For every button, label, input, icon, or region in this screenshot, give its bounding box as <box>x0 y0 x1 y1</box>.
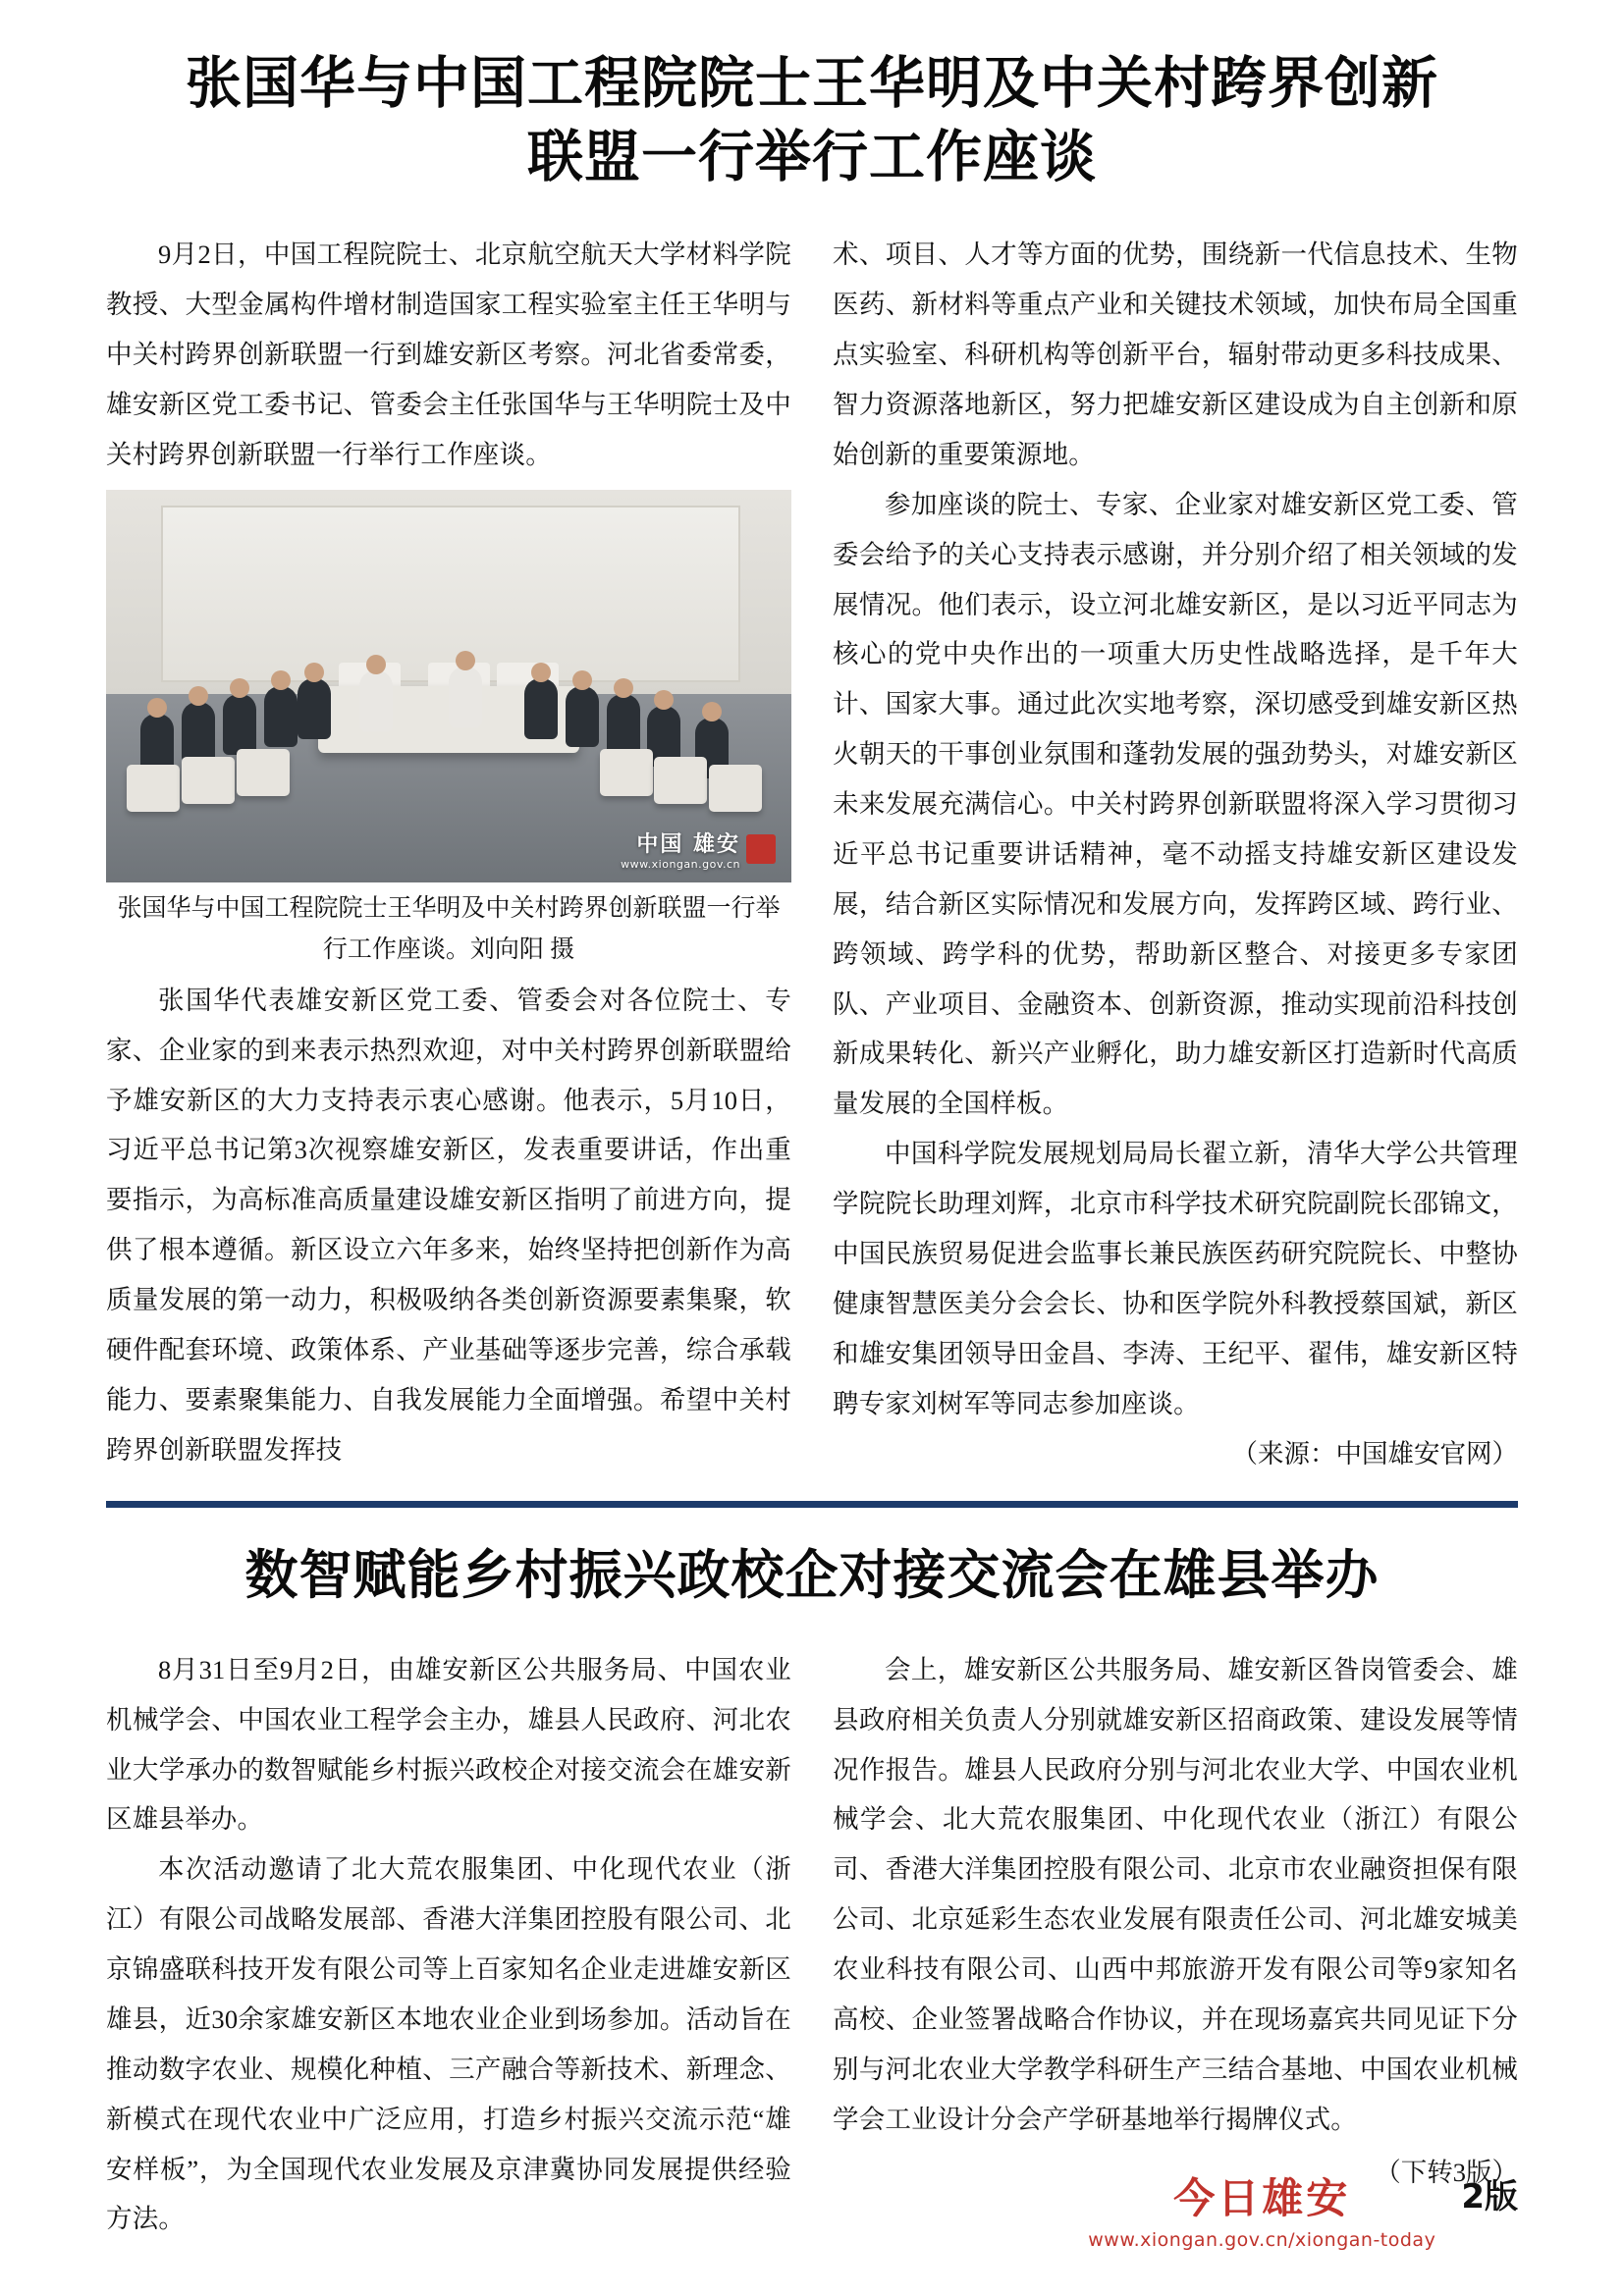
article-two-headline: 数智赋能乡村振兴政校企对接交流会在雄县举办 <box>244 1543 1380 1606</box>
photo-chair <box>237 749 290 796</box>
watermark-logo-icon <box>746 834 776 864</box>
section-divider <box>106 1501 1518 1508</box>
article-one-source: （来源：中国雄安官网） <box>1231 1439 1518 1469</box>
page-number: 2版 <box>1461 2177 1518 2216</box>
paragraph: 参加座谈的院士、专家、企业家对雄安新区党工委、管委会给予的关心支持表示感谢，并分别介绍了相关领域的发展情况。他们表示，设立河北雄安新区，是以习近平同志为核心的党中央作出的一项重大历史性战略选择，是千年大计、国家大事。通过此次实地考察，深切感受到雄安新区热火朝天的干事创业氛围和蓬勃发展的强劲势头，对雄安新区未来发展充满信心。中关村跨界创新联盟将深入学习贯彻习近平总书记重要讲话精神，毫不动摇支持雄安新区建设发展，结合新区实际情况和发展方向，发挥跨区域、跨行业、跨领域、跨学科的优势，帮助新区整合、对接更多专家团队、产业项目、金融资本、创新资源，推动实现前沿科技创新成果转化、新兴产业孵化，助力雄安新区打造新时代高质量发展的全国样板。 <box>833 489 1518 1119</box>
article-one-headline: 张国华与中国工程院院士王华明及中关村跨界创新联盟一行举行工作座谈 <box>186 51 1438 190</box>
paragraph: 张国华代表雄安新区党工委、管委会对各位院士、专家、企业家的到来表示热烈欢迎，对中关村跨界创新联盟给予雄安新区的大力支持表示衷心感谢。他表示，5月10日，习近平总书记第3次视察雄安新区，发表重要讲话，作出重要指示，为高标准高质量建设雄安新区指明了前进方向，提供了根本遵循。新区设立六年多来，始终坚持把创新作为高质量发展的第一动力，积极吸纳各类创新资源要素集聚，软硬件配套环境、政策体系、产业基础等逐步完善，综合承载能力、要素聚集能力、自我发展能力全面增强。希望中关村跨界创新联盟发挥技 <box>106 985 791 1465</box>
article-two-right-column <box>833 1645 1518 2245</box>
photo-person <box>607 694 640 755</box>
article-one-right-column <box>833 230 1518 1474</box>
paragraph: 本次活动邀请了北大荒农服集团、中化现代农业（浙江）有限公司战略发展部、香港大洋集团控股有限公司、北京锦盛联科技开发有限公司等上百家知名企业走进雄安新区雄县，近30余家雄安新区本地农业企业到场参加。活动旨在推动数字农业、规模化种植、三产融合等新技术、新理念、新模式在现代农业中广泛应用，打造乡村振兴交流示范“雄安样板”，为全国现代农业发展及京津冀协同发展提供经验方法。 <box>106 1854 791 2234</box>
article-two-columns <box>106 1645 1518 2245</box>
photo-person <box>298 678 331 739</box>
photo-caption: 张国华与中国工程院院士王华明及中关村跨界创新联盟一行举行工作座谈。刘向阳 摄 <box>117 894 781 964</box>
photo-person <box>566 686 599 747</box>
photo-person <box>449 667 482 727</box>
photo-chair <box>127 765 180 812</box>
photo-person <box>359 670 393 731</box>
watermark-url: www.xiongan.gov.cn <box>621 857 740 871</box>
article-one <box>106 0 1518 1508</box>
photo-person <box>264 686 298 747</box>
paragraph: 中国科学院发展规划局局长翟立新，清华大学公共管理学院院长助理刘辉，北京市科学技术研究院副院长邵锦文，中国民族贸易促进会监事长兼民族医药研究院院长、中整协健康智慧医美分会会长、协和医学院外科教授蔡国斌，新区和雄安集团领导田金昌、李涛、王纪平、翟伟，雄安新区特聘专家刘树军等同志参加座谈。 <box>833 1139 1518 1418</box>
watermark-title: 中国 雄安 <box>636 831 740 857</box>
meeting-photo <box>106 490 791 882</box>
page-footer <box>106 2169 1518 2251</box>
paragraph: 术、项目、人才等方面的优势，围绕新一代信息技术、生物医药、新材料等重点产业和关键技术领域，加快布局全国重点实验室、科研机构等创新平台，辐射带动更多科技成果、智力资源落地新区，努力把雄安新区建设成为自主创新和原始创新的重要策源地。 <box>833 240 1518 469</box>
article-one-photo-wrap <box>106 490 791 882</box>
paragraph: 9月2日，中国工程院院士、北京航空航天大学材料学院教授、大型金属构件增材制造国家工程实验室主任王华明与中关村跨界创新联盟一行到雄安新区考察。河北省委常委，雄安新区党工委书记、管委会主任张国华与王华明院士及中关村跨界创新联盟一行举行工作座谈。 <box>106 240 791 469</box>
masthead-logo-text: 今日雄安 <box>1173 2173 1351 2222</box>
photo-chair <box>182 757 235 804</box>
photo-person <box>182 702 215 763</box>
photo-person <box>223 694 256 755</box>
photo-watermark <box>621 828 776 871</box>
masthead-logo <box>1088 2173 1436 2251</box>
article-two-left-column <box>106 1645 791 2245</box>
paragraph: 会上，雄安新区公共服务局、雄安新区昝岗管委会、雄县政府相关负责人分别就雄安新区招商政策、建设发展等情况作报告。雄县人民政府分别与河北农业大学、中国农业机械学会、北大荒农服集团、中化现代农业（浙江）有限公司、香港大洋集团控股有限公司、北京市农业融资担保有限公司、北京延彩生态农业发展有限责任公司、河北雄安城美农业科技有限公司、山西中邦旅游开发有限公司等9家知名高校、企业签署战略合作协议，并在现场嘉宾共同见证下分别与河北农业大学教学科研生产三结合基地、中国农业机械学会工业设计分会产学研基地举行揭牌仪式。 <box>833 1654 1518 2134</box>
article-one-columns <box>106 230 1518 1474</box>
photo-person <box>524 678 558 739</box>
article-two-jump-note: （下转3版） <box>1375 2157 1518 2187</box>
article-two <box>106 1508 1518 2245</box>
photo-chair <box>600 749 653 796</box>
paragraph: 8月31日至9月2日，由雄安新区公共服务局、中国农业机械学会、中国农业工程学会主办，雄县人民政府、河北农业大学承办的数智赋能乡村振兴政校企对接交流会在雄安新区雄县举办。 <box>106 1654 791 1835</box>
article-one-left-column <box>106 230 791 1474</box>
photo-chair <box>654 757 707 804</box>
masthead-url: www.xiongan.gov.cn/xiongan-today <box>1088 2229 1436 2251</box>
photo-chair <box>709 765 762 812</box>
photo-wall-panel <box>161 506 740 682</box>
